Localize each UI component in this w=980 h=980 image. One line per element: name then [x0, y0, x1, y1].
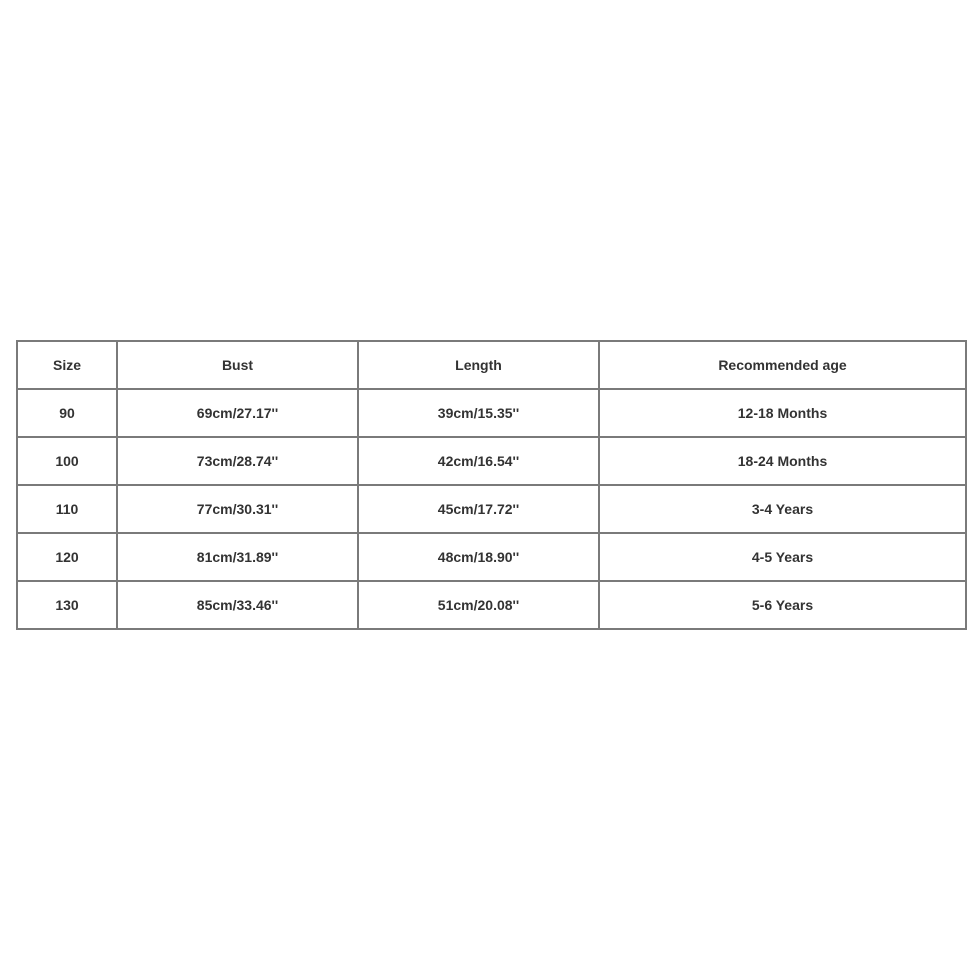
cell-bust: 73cm/28.74'': [117, 437, 358, 485]
header-recommended-age: Recommended age: [599, 341, 966, 389]
cell-length: 48cm/18.90'': [358, 533, 599, 581]
size-chart-table: [16, 340, 967, 630]
cell-recommended-age: 18-24 Months: [599, 437, 966, 485]
table-body: [17, 389, 966, 629]
cell-bust: 85cm/33.46'': [117, 581, 358, 629]
table-row: [17, 389, 966, 437]
table-row: [17, 581, 966, 629]
cell-bust: 69cm/27.17'': [117, 389, 358, 437]
header-length: Length: [358, 341, 599, 389]
cell-size: 90: [17, 389, 117, 437]
cell-recommended-age: 5-6 Years: [599, 581, 966, 629]
header-size: Size: [17, 341, 117, 389]
cell-length: 51cm/20.08'': [358, 581, 599, 629]
cell-bust: 77cm/30.31'': [117, 485, 358, 533]
table-header: [17, 341, 966, 389]
cell-size: 110: [17, 485, 117, 533]
header-bust: Bust: [117, 341, 358, 389]
cell-length: 42cm/16.54'': [358, 437, 599, 485]
cell-size: 120: [17, 533, 117, 581]
cell-size: 100: [17, 437, 117, 485]
cell-length: 39cm/15.35'': [358, 389, 599, 437]
cell-size: 130: [17, 581, 117, 629]
cell-recommended-age: 4-5 Years: [599, 533, 966, 581]
table-row: [17, 533, 966, 581]
header-row: [17, 341, 966, 389]
cell-bust: 81cm/31.89'': [117, 533, 358, 581]
cell-recommended-age: 3-4 Years: [599, 485, 966, 533]
cell-recommended-age: 12-18 Months: [599, 389, 966, 437]
cell-length: 45cm/17.72'': [358, 485, 599, 533]
table-row: [17, 485, 966, 533]
table-row: [17, 437, 966, 485]
